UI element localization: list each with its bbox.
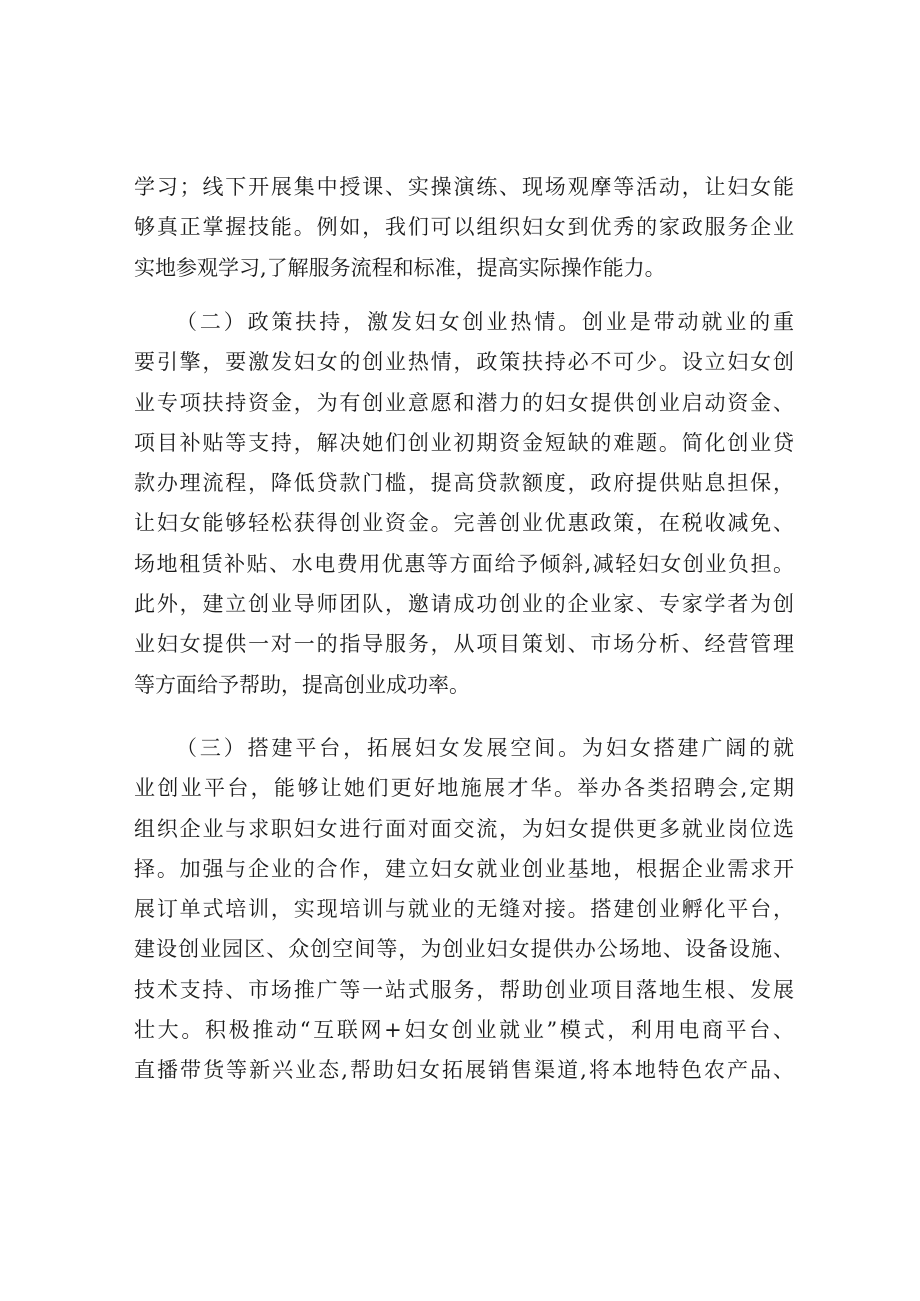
paragraph-line: 技术支持、市场推广等一站式服务，帮助创业项目落地生根、发展 [134,977,794,1002]
paragraph-line: 款办理流程，降低贷款门槛，提高贷款额度，政府提供贴息担保， [134,471,794,496]
paragraph-line: 业创业平台，能够让她们更好地施展才华。举办各类招聘会,定期 [134,776,794,801]
paragraph-line: 让妇女能够轻松获得创业资金。完善创业优惠政策，在税收减免、 [134,511,794,536]
paragraph-line: 业专项扶持资金，为有创业意愿和潜力的妇女提供创业启动资金、 [134,390,794,415]
paragraph-line: 要引擎，要激发妇女的创业热情，政策扶持必不可少。设立妇女创 [134,350,794,375]
paragraph-line: 直播带货等新兴业态,帮助妇女拓展销售渠道,将本地特色农产品、 [134,1058,794,1083]
paragraph-line: 业妇女提供一对一的指导服务，从项目策划、市场分析、经营管理 [134,632,794,657]
paragraph-line: 展订单式培训，实现培训与就业的无缝对接。搭建创业孵化平台， [134,897,794,922]
paragraph-line: （二）政策扶持，激发妇女创业热情。创业是带动就业的重 [176,310,794,334]
paragraph-line: 组织企业与求职妇女进行面对面交流，为妇女提供更多就业岗位选 [134,816,794,841]
paragraph-1 [134,167,794,288]
paragraph-line: （三）搭建平台，拓展妇女发展空间。为妇女搭建广阔的就 [176,736,794,760]
paragraph-line: 建设创业园区、众创空间等，为创业妇女提供办公场地、设备设施、 [134,937,794,962]
paragraph-line: 场地租赁补贴、水电费用优惠等方面给予倾斜,减轻妇女创业负担。 [134,551,794,576]
paragraph-line: 够真正掌握技能。例如，我们可以组织妇女到优秀的家政服务企业 [134,215,794,240]
paragraph-2 [134,302,794,705]
paragraph-line: 等方面给予帮助，提高创业成功率。 [134,672,470,697]
paragraph-line: 此外，建立创业导师团队，邀请成功创业的企业家、专家学者为创 [134,592,794,617]
paragraph-line: 实地参观学习,了解服务流程和标准，提高实际操作能力。 [134,255,666,280]
paragraph-line: 壮大。积极推动“互联网+妇女创业就业”模式，利用电商平台、 [134,1018,794,1043]
paragraph-line: 择。加强与企业的合作，建立妇女就业创业基地，根据企业需求开 [134,856,794,881]
paragraph-line: 项目补贴等支持，解决她们创业初期资金短缺的难题。简化创业贷 [134,430,794,455]
paragraph-line: 学习；线下开展集中授课、实操演练、现场观摩等活动，让妇女能 [134,175,794,199]
paragraph-3 [134,728,794,1091]
